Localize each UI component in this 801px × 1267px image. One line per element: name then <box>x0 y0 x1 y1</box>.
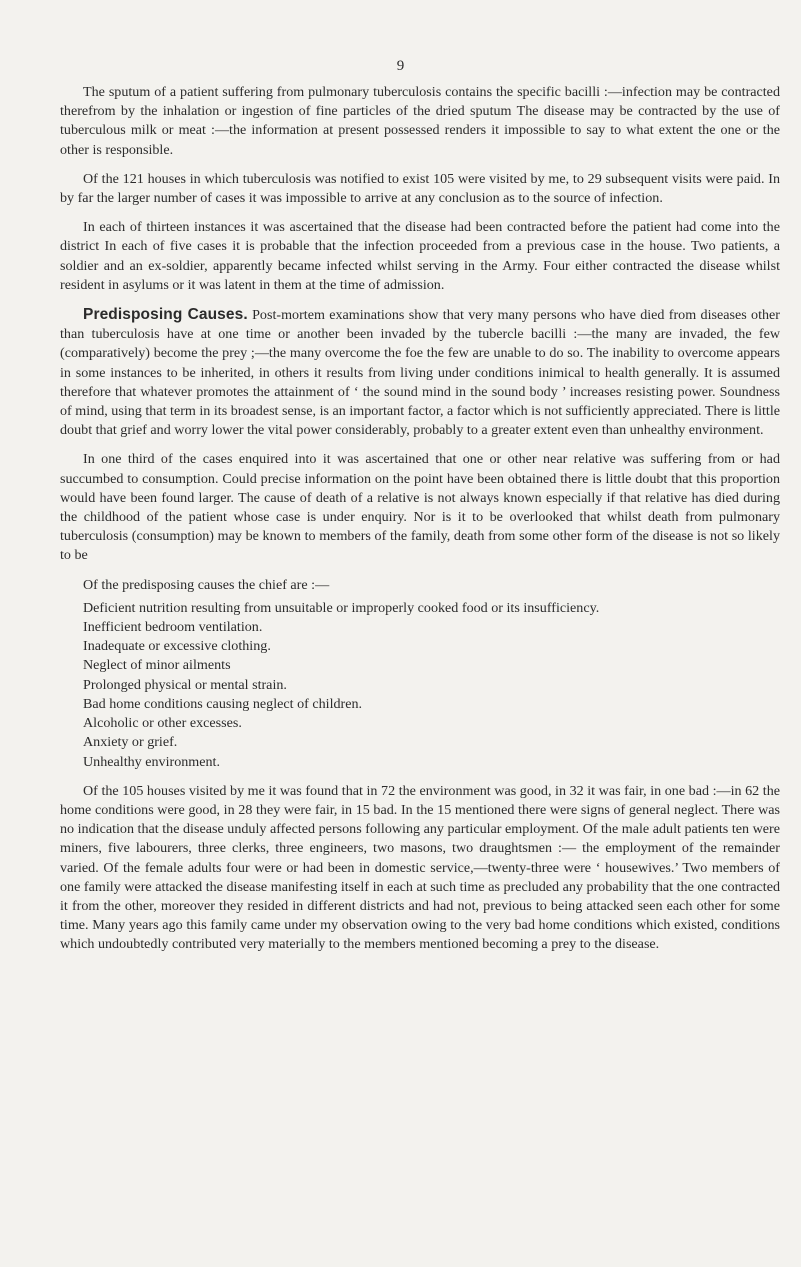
list-item: Inefficient bedroom ventilation. <box>83 619 263 636</box>
paragraph-chief-causes-intro: Of the predisposing causes the chief are :— <box>83 576 330 593</box>
paragraph-environment: Of the 105 houses visited by me it was found that in 72 the environment was good, in 32 it was fair, in one bad :—in 62 the home conditions were good, in 28 they were fair, in 15 bad. In the 15 mentioned there were signs of general neglect. There was no indication that the disease unduly affected persons following any particular employment. Of the male adult patients ten were miners, five labourers, three clerks, three engineers, two masons, two draughtsmen :— the employment of the remainder varied. Of the female adults four were or had been in domestic service,—twenty-three were ‘ housewives.’ Two members of one family were attacked the disease manifesting itself in each at such time as precluded any probability that the one contracted it from the other, moreover they resided in different districts and had not, previous to being attacked seen each other for some time. Many years ago this family came under my observation owing to the very bad home conditions which existed, conditions which undoubtedly contributed very materially to the members mentioned becoming a prey to the disease. <box>60 782 780 953</box>
list-item: Unhealthy environment. <box>83 753 220 770</box>
paragraph-relatives: In one third of the cases enquired into it was ascertained that one or other near relative was suffering from or had succumbed to consumption. Could precise information on the point have been obtained there is little doubt that this proportion would have been found larger. The cause of death of a relative is not always known especially if that relative has died during the childhood of the patient whose case is under enquiry. Nor is it to be overlooked that whilst death from pulmonary tuberculosis (consumption) may be known to members of the family, death from some other form of the disease is not so likely to be <box>60 451 780 564</box>
page-number: 9 <box>396 58 405 74</box>
list-item: Bad home conditions causing neglect of children. <box>83 695 363 712</box>
list-item: Inadequate or excessive clothing. <box>83 638 271 655</box>
list-item: Neglect of minor ailments <box>83 657 231 674</box>
paragraph-predisposing-body: Post-mortem examinations show that very many persons who have died from diseases other than tuberculosis have at one time or another been invaded by the tubercle bacilli :—the many are invaded, the few (comparatively) become the prey ;—the many overcome the foe the few are unable to do so. The inability to overcome appears in some instances to be inherited, in others it results from living under conditions inimical to health generally. It is assumed therefore that whatever promotes the attainment of ‘ the sound mind in the sound body ’ increases resisting power. Soundness of mind, using that term in its broadest sense, is an important factor, a factor which is not sufficiently appreciated. There is little doubt that grief and worry lower the vital power considerably, probably to a greater extent even than unhealthy environment. <box>60 307 780 439</box>
paragraph-sputum: The sputum of a patient suffering from pulmonary tuberculosis contains the specific bacilli :—infection may be contracted therefrom by the inhalation or ingestion of fine particles of the dried sputum The disease may be contracted by the use of tuberculous milk or meat :—the information at present possessed renders it impossible to say to what extent the one or the other is responsible. <box>60 84 780 158</box>
list-item: Anxiety or grief. <box>83 734 178 751</box>
body-text <box>60 83 780 965</box>
list-item: Deficient nutrition resulting from unsuitable or improperly cooked food or its insufficiency. <box>83 599 600 616</box>
paragraph-instances: In each of thirteen instances it was ascertained that the disease had been contracted before the patient had come into the district In each of five cases it is probable that the infection proceeded from a previous case in the house. Two patients, a soldier and an ex-soldier, apparently became infected whilst serving in the Army. Four either contracted the disease whilst resident in asylums or it was latent in them at the time of admission. <box>60 219 780 293</box>
list-item: Alcoholic or other excesses. <box>83 715 242 732</box>
paragraph-predisposing-causes <box>60 305 780 440</box>
paragraph-houses-visited: Of the 121 houses in which tuberculosis was notified to exist 105 were visited by me, to 29 subsequent visits were paid. In by far the larger number of cases it was impossible to arrive at any conclusion as to the source of infection. <box>60 170 780 207</box>
list-item: Prolonged physical or mental strain. <box>83 676 287 693</box>
section-heading: Predisposing Causes. <box>83 306 248 324</box>
causes-list <box>83 599 780 772</box>
